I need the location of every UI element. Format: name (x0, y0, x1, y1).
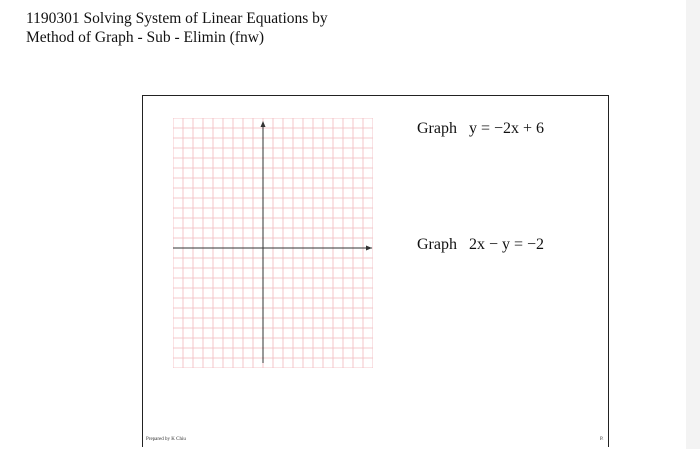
coordinate-plane (173, 118, 373, 368)
footer-author: Prepared by K Chiu (146, 437, 186, 442)
worksheet-slide (142, 95, 609, 447)
x-axis-arrow-icon (366, 246, 372, 251)
problem-2-equation: 2x − y = −2 (468, 236, 545, 253)
heading-line-1: 1190301 Solving System of Linear Equations by (26, 10, 328, 27)
problem-1-equation: y = −2x + 6 (468, 120, 545, 137)
heading-line-2: Method of Graph - Sub - Elimin (fnw) (26, 29, 265, 46)
problem-2 (417, 236, 544, 254)
document-heading (26, 9, 328, 47)
footer-page: P. (600, 437, 604, 442)
problem-1-label: Graph (417, 120, 457, 137)
y-axis-arrow-icon (261, 121, 266, 127)
problem-1 (417, 120, 544, 138)
coordinate-grid (173, 118, 373, 373)
problem-2-label: Graph (417, 236, 457, 253)
